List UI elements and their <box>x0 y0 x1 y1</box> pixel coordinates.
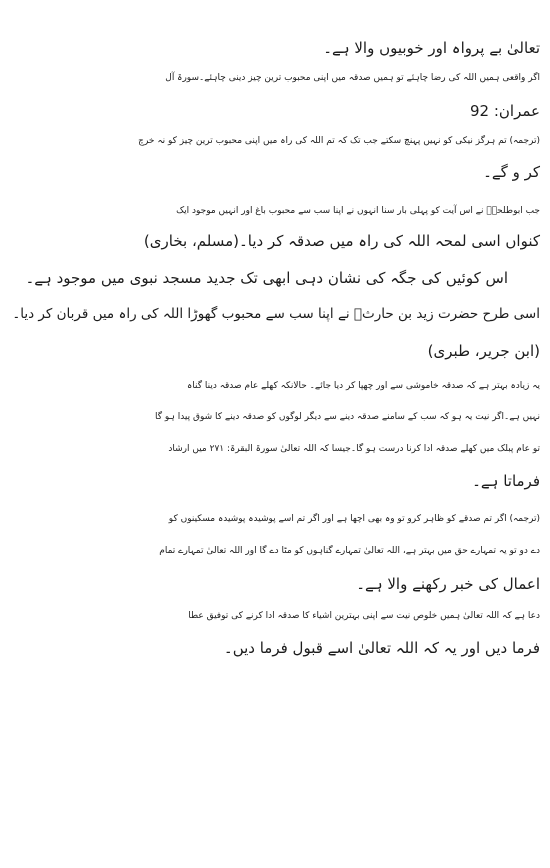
text-line: تعالیٰ بے پرواہ اور خوبیوں والا ہے۔ <box>323 39 540 57</box>
text-line: جب ابوطلحہؓ نے اس آیت کو پہلی بار سنا انہوں نے اپنا سب سے محبوب باغ اور انہیں موجود ایک <box>176 206 540 216</box>
text-line: عمران: 92 <box>470 102 540 120</box>
text-line: نہیں ہے۔اگر نیت یہ ہو کہ سب کے سامنے صدقہ دینے سے دیگر لوگوں کو صدقہ دینے کا شوق پیدا ہو گا <box>155 412 540 422</box>
text-line: فرما دیں اور یہ کہ اللہ تعالیٰ اسے قبول فرما دیں۔ <box>223 639 540 657</box>
text-line: کر و گے۔ <box>483 163 540 181</box>
text-line: فرماتا ہے۔ <box>472 472 540 490</box>
text-line: (ترجمہ) اگر تم صدقے کو ظاہر کرو تو وہ بھی اچھا ہے اور اگر تم اسے پوشیدہ پوشیدہ مسکینوں کو <box>168 514 540 524</box>
text-line: اسی طرح حضرت زید بن حارثؓ نے اپنا سب سے محبوب گھوڑا اللہ کی راہ میں قربان کر دیا۔ <box>12 306 540 322</box>
text-line: تو عام پبلک میں کھلے صدقہ ادا کرنا درست ہو گا۔جیسا کہ اللہ تعالیٰ سورۃ البقرۃ: ۲۷۱ میں ارشاد <box>168 444 540 454</box>
text-line: (ترجمہ) تم ہرگز نیکی کو نہیں پہنچ سکتے جب تک کہ تم اللہ کی راہ میں اپنی محبوب ترین چیز کو نہ خرچ <box>138 136 540 146</box>
text-line: اس کوئیں کی جگہ کی نشان دہی ابھی تک جدید مسجد نبوی میں موجود ہے۔ <box>25 269 508 287</box>
text-line: (ابن جریر، طبری) <box>427 342 540 360</box>
text-line: یہ زیادہ بہتر ہے کہ صدقہ خاموشی سے اور چھپا کر دیا جائے۔ حالانکہ کھلے عام صدقہ دینا گناہ <box>187 381 540 391</box>
text-line: دے دو تو یہ تمہارے حق میں بہتر ہے، اللہ تعالیٰ تمہارے گناہوں کو مٹا دے گا اور اللہ تعالیٰ تمہارے تمام <box>159 546 540 556</box>
text-line: اگر واقعی ہمیں اللہ کی رضا چاہئے تو ہمیں صدقہ میں اپنی محبوب ترین چیز دینی چاہئے۔سورۃ آل <box>165 73 540 83</box>
text-line: دعا ہے کہ اللہ تعالیٰ ہمیں خلوص نیت سے اپنی بہترین اشیاء کا صدقہ ادا کرنے کی توفیق عطا <box>188 611 540 621</box>
text-line: اعمال کی خبر رکھنے والا ہے۔ <box>356 575 540 593</box>
text-line: کنواں اسی لمحہ اللہ کی راہ میں صدقہ کر دیا۔(مسلم، بخاری) <box>143 232 540 250</box>
